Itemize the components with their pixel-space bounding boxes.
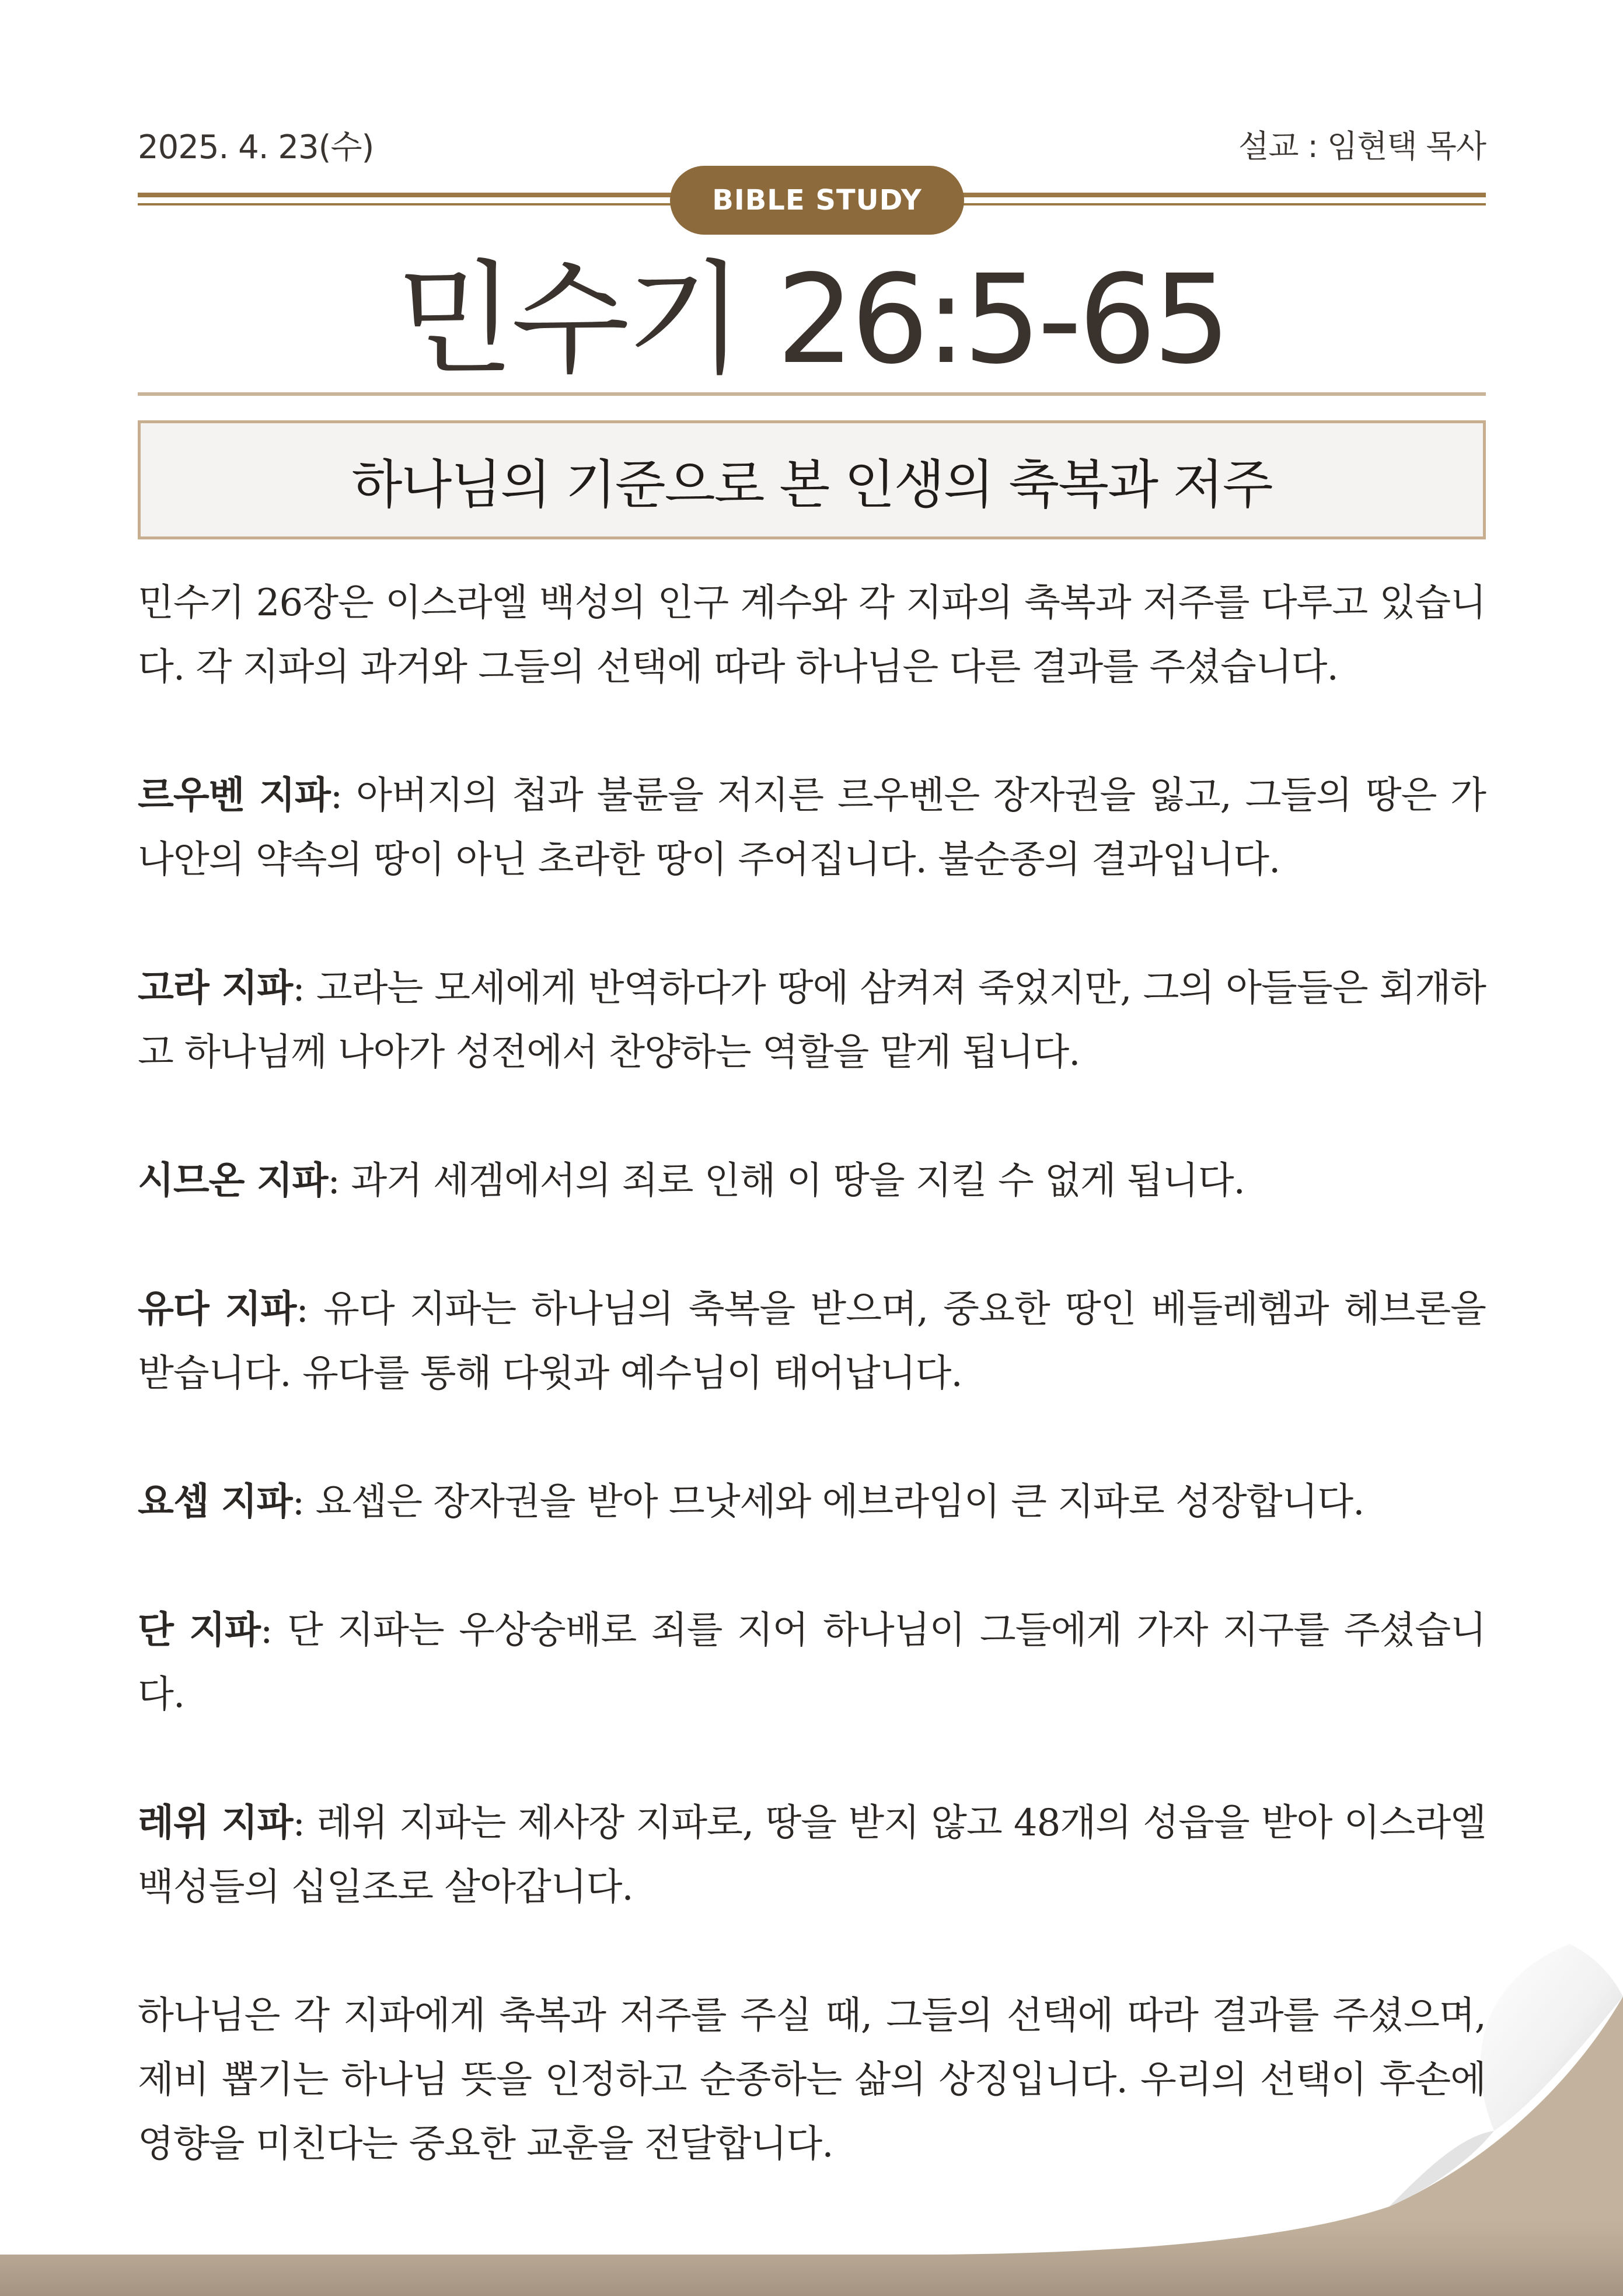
title-divider <box>138 392 1486 396</box>
tribe-description: : 단 지파는 우상숭배로 죄를 지어 하나님이 그들에게 가자 지구를 주셨습니다. <box>138 1609 1486 1716</box>
tribe-description: : 레위 지파는 제사장 지파로, 땅을 받지 않고 48개의 성읍을 받아 이스라엘 백성들의 십일조로 살아갑니다. <box>138 1802 1486 1909</box>
tribe-name: 고라 지파 <box>138 966 293 1010</box>
tribe-paragraph-levi <box>138 1791 1486 1919</box>
tribe-description: : 요셉은 장자권을 받아 므낫세와 에브라임이 큰 지파로 성장합니다. <box>292 1480 1364 1524</box>
subtitle: 하나님의 기준으로 본 인생의 축복과 저주 <box>351 454 1272 515</box>
tribe-name: 시므온 지파 <box>138 1159 328 1203</box>
tribe-paragraph-judah <box>138 1277 1486 1406</box>
tribe-paragraph-dan <box>138 1598 1486 1727</box>
tribe-paragraph-korah <box>138 956 1486 1085</box>
tribe-name: 요셉 지파 <box>138 1480 292 1524</box>
sermon-date: 2025. 4. 23(수) <box>138 128 374 166</box>
tribe-name: 단 지파 <box>138 1608 260 1652</box>
tribe-name: 레위 지파 <box>138 1801 293 1845</box>
intro-paragraph: 민수기 26장은 이스라엘 백성의 인구 계수와 각 지파의 축복과 저주를 다루고 있습니다. 각 지파의 과거와 그들의 선택에 따라 하나님은 다른 결과를 주셨습니다. <box>138 581 1486 689</box>
tribe-description: : 고라는 모세에게 반역하다가 땅에 삼켜져 죽었지만, 그의 아들들은 회개하고 하나님께 나아가 성전에서 찬양하는 역할을 맡게 됩니다. <box>138 967 1486 1074</box>
subtitle-box <box>138 420 1486 539</box>
page-title: 민수기 26:5-65 <box>396 248 1227 391</box>
tribe-paragraph-reuben <box>138 764 1486 892</box>
body-text <box>138 571 1486 2241</box>
tribe-description: : 아버지의 첩과 불륜을 저지른 르우벤은 장자권을 잃고, 그들의 땅은 가나안의 약속의 땅이 아닌 초라한 땅이 주어집니다. 불순종의 결과입니다. <box>138 774 1486 882</box>
tribe-name: 유다 지파 <box>138 1287 296 1331</box>
tribe-description: : 유다 지파는 하나님의 축복을 받으며, 중요한 땅인 베들레헴과 헤브론을 받습니다. 유다를 통해 다윗과 예수님이 태어납니다. <box>138 1288 1486 1395</box>
conclusion-paragraph: 하나님은 각 지파에게 축복과 저주를 주실 때, 그들의 선택에 따라 결과를 주셨으며, 제비 뽑기는 하나님 뜻을 인정하고 순종하는 삶의 상징입니다. 우리의 선택이 후손에 영향을 미친다는 중요한 교훈을 전달합니다. <box>138 1994 1486 2166</box>
tribe-name: 르우벤 지파 <box>138 774 330 817</box>
bible-study-badge: BIBLE STUDY <box>670 166 964 235</box>
tribe-description: : 과거 세겜에서의 죄로 인해 이 땅을 지킬 수 없게 됩니다. <box>327 1159 1245 1203</box>
header-row <box>138 121 1486 168</box>
tribe-paragraph-joseph <box>138 1470 1486 1534</box>
preacher-name: 설교 : 임현택 목사 <box>1238 128 1486 165</box>
tribe-paragraph-simeon <box>138 1149 1486 1213</box>
